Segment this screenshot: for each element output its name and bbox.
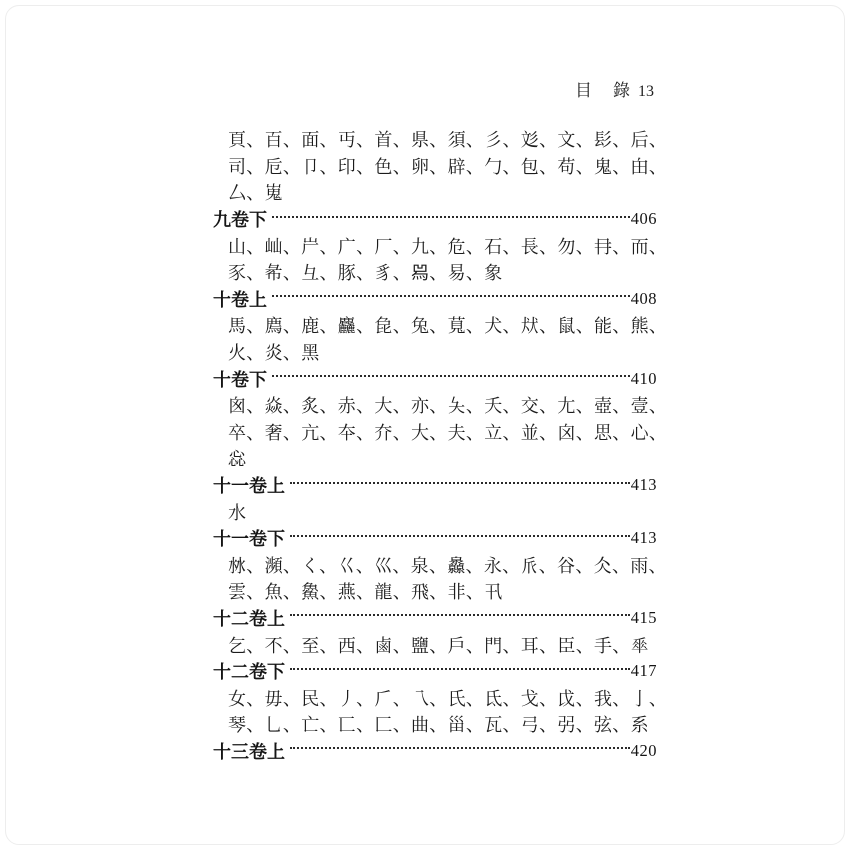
toc-section-entry: [213, 605, 657, 632]
toc-page-number: 420: [630, 740, 657, 760]
radical-characters-text: 琴、乚、亡、匸、匚、曲、甾、瓦、弓、弜、弦、系: [228, 715, 649, 736]
radical-characters-text: 囪、焱、炙、赤、大、亦、夨、夭、交、尢、壺、壹、: [228, 396, 668, 417]
dot-leader: [290, 614, 630, 616]
toc-section-title: 十一卷上: [213, 476, 285, 497]
toc-section-title: 十二卷下: [213, 662, 285, 683]
header-title: 目 錄: [575, 81, 632, 100]
toc-list: [213, 126, 668, 764]
toc-character-line: [213, 312, 668, 339]
radical-characters-text: 雲、魚、𩺰、燕、龍、飛、非、卂: [228, 582, 503, 603]
toc-page-number: 410: [630, 368, 657, 388]
toc-section-title: 九卷下: [213, 210, 267, 231]
toc-section-entry: [213, 525, 657, 552]
toc-character-line: [213, 392, 668, 419]
toc-section-entry: [213, 738, 657, 765]
toc-page-number: 415: [630, 607, 657, 627]
radical-characters-text: 女、毋、民、丿、𠂆、乁、氏、氐、戈、戉、我、亅、: [228, 688, 668, 709]
toc-section-title: 十三卷上: [213, 741, 285, 762]
toc-character-line: [213, 445, 657, 472]
dot-leader: [290, 668, 630, 670]
toc-character-line: [213, 711, 657, 738]
toc-character-line: [213, 339, 657, 366]
toc-page-number: 413: [630, 475, 657, 495]
toc-section-entry: [213, 472, 657, 499]
toc-section-title: 十二卷上: [213, 608, 285, 629]
toc-character-line: [213, 552, 667, 579]
toc-character-line: [213, 153, 668, 180]
radical-characters-text: 乞、不、至、西、鹵、鹽、戶、門、耳、臣、手、𠦬: [228, 635, 649, 656]
radical-characters-text: 火、炎、黑: [228, 343, 320, 364]
toc-page-number: 417: [630, 661, 657, 681]
toc-character-line: [213, 631, 657, 658]
toc-section-title: 十一卷下: [213, 529, 285, 550]
radical-characters-text: 司、卮、卩、印、色、卵、辟、勹、包、苟、鬼、甶、: [228, 156, 668, 177]
toc-section-title: 十卷下: [213, 369, 267, 390]
dot-leader: [272, 295, 630, 297]
toc-character-line: [213, 498, 657, 525]
radical-characters-text: 惢: [228, 449, 247, 470]
radical-characters-text: 水: [228, 502, 247, 523]
radical-characters-text: 沝、瀕、く、巜、巛、泉、灥、永、𠂢、谷、仌、雨、: [228, 555, 667, 576]
radical-characters-text: 卒、奢、亢、夲、夰、大、夫、立、並、囟、思、心、: [228, 422, 668, 443]
dot-leader: [290, 747, 630, 749]
toc-character-line: [213, 179, 657, 206]
toc-section-title: 十卷上: [213, 289, 267, 310]
toc-character-line: [213, 684, 668, 711]
radical-characters-text: 馬、廌、鹿、麤、㲋、兔、萈、犬、㹜、鼠、能、熊、: [228, 316, 668, 337]
toc-section-entry: [213, 206, 657, 233]
toc-section-entry: [213, 658, 657, 685]
radical-characters-text: 頁、百、面、丏、首、県、須、彡、彣、文、髟、后、: [228, 130, 668, 151]
radical-characters-text: 豕、㣇、彑、豚、豸、𤉡、易、象: [228, 263, 503, 284]
dot-leader: [290, 482, 630, 484]
toc-character-line: [213, 578, 657, 605]
toc-character-line: [213, 259, 657, 286]
toc-page-number: 408: [630, 288, 657, 308]
radical-characters-text: 山、屾、屵、广、厂、九、危、石、長、勿、冄、而、: [228, 236, 668, 257]
toc-page-number: 406: [630, 209, 657, 229]
page-header: [575, 76, 654, 101]
radical-characters-text: 厶、嵬: [228, 183, 283, 204]
dot-leader: [272, 216, 630, 218]
toc-character-line: [213, 126, 668, 153]
toc-section-entry: [213, 365, 657, 392]
dot-leader: [272, 375, 630, 377]
toc-character-line: [213, 419, 668, 446]
toc-character-line: [213, 232, 668, 259]
toc-section-entry: [213, 286, 657, 313]
dot-leader: [290, 535, 630, 537]
header-page-number: 13: [638, 83, 654, 100]
toc-page-number: 413: [630, 528, 657, 548]
